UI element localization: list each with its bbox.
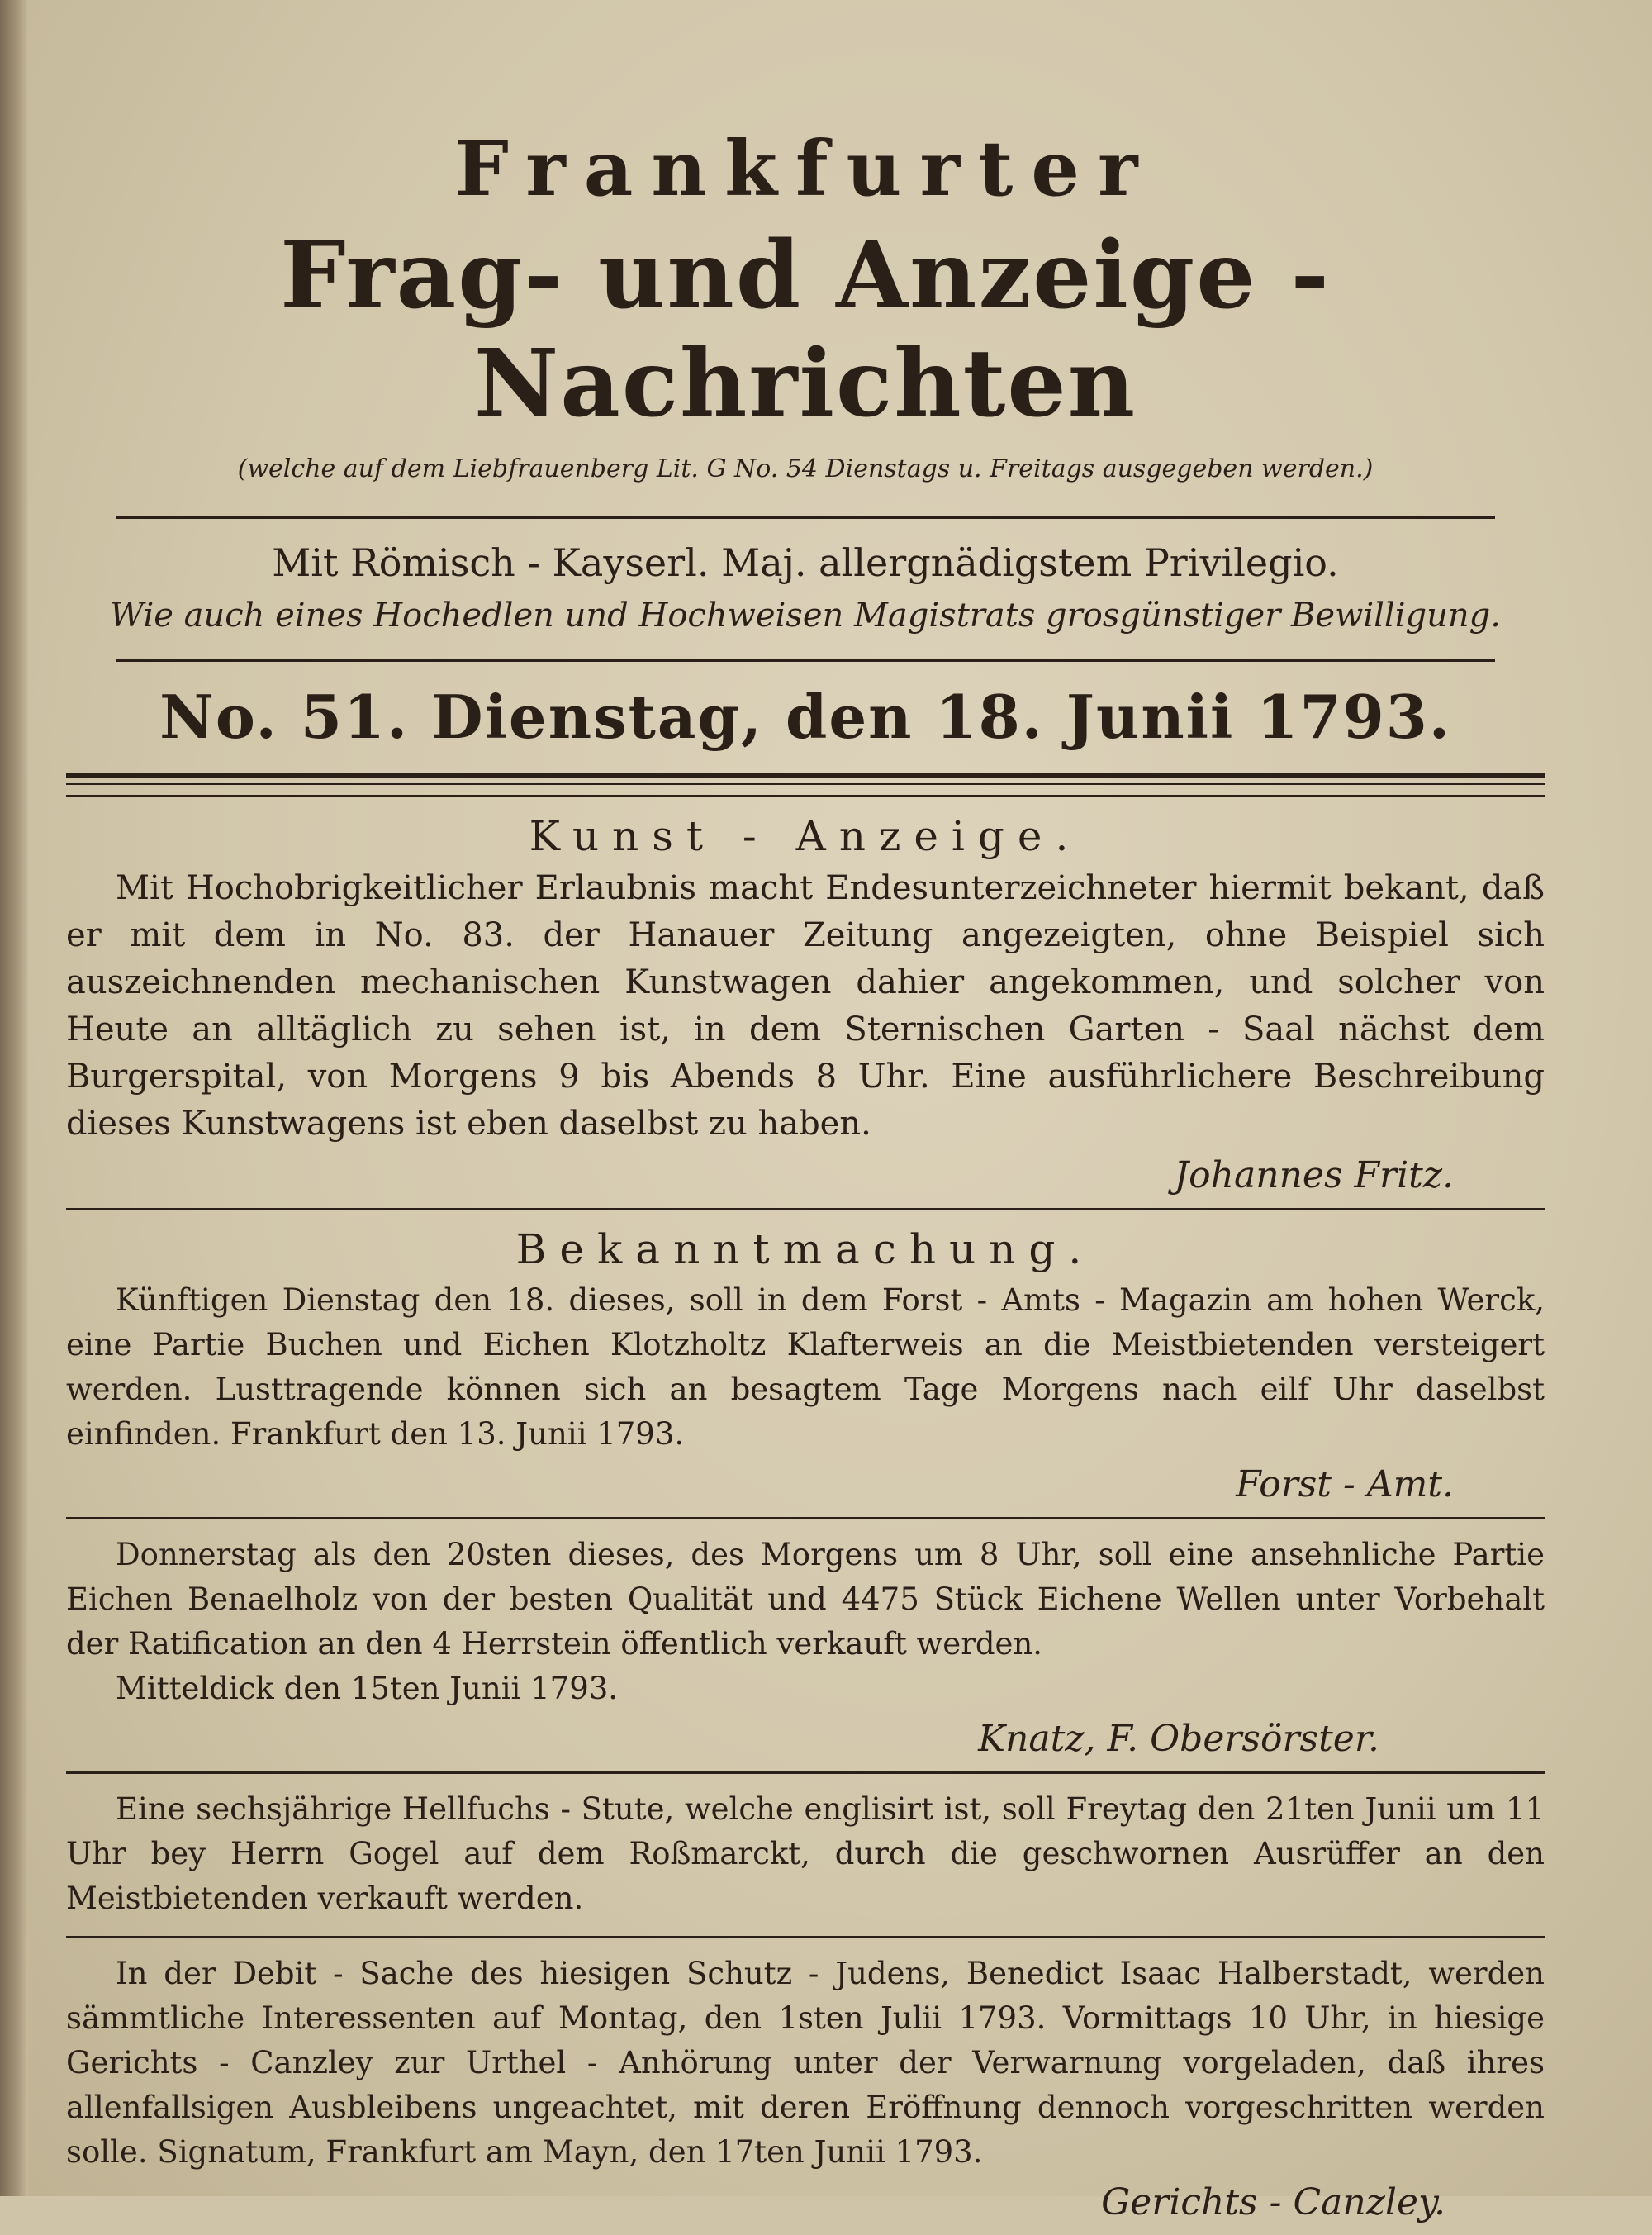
announcement-signature: Gerichts - Canzley. — [1101, 2181, 1446, 2223]
divider — [116, 659, 1495, 662]
divider — [116, 516, 1495, 519]
announcement-body: Donnerstag als den 20sten dieses, des Morgens um 8 Uhr, soll eine ansehnliche Partie Eichen Benaelholz von der besten Qualität und 4475 Stück Eichene Wellen unter Vorbehalt der Ratification an den 4 Herrstein öffentlich verkauft werden. — [66, 1537, 1545, 1662]
divider — [66, 1208, 1545, 1210]
announcement-body: Künftigen Dienstag den 18. dieses, soll in dem Forst - Amts - Magazin am hohen Werck, eine Partie Buchen und Eichen Klotzholtz Klafterweis an die Meistbietenden versteigert werden. Lusttragende können sich an besagtem Tage Morgens nach eilf Uhr daselbst einfinden. Frankfurt den 13. Junii 1793. — [66, 1282, 1545, 1452]
announcement-signature: Johannes Fritz. — [1174, 1154, 1454, 1196]
issue-line: No. 51. Dienstag, den 18. Junii 1793. — [159, 682, 1451, 752]
announcement — [66, 1787, 1545, 1921]
announcement-date: Mitteldick den 15ten Junii 1793. — [116, 1671, 619, 1706]
announcement — [66, 1952, 1545, 2223]
masthead-top-line: Frankfurter — [454, 124, 1156, 213]
announcement-body: In der Debit - Sache des hiesigen Schutz - Judens, Benedict Isaac Halberstadt, werden sämmtliche Interessenten auf Montag, den 1sten Julii 1793. Vormittags 10 Uhr, in hiesige Gerichts - Canzley zur Urthel - Anhörung unter der Verwarnung vorgeladen, daß ihres allenfallsigen Ausbleibens ungeachtet, mit deren Eröffnung dennoch vorgeschritten werden solle. Signatum, Frankfurt am Mayn, den 17ten Junii 1793. — [66, 1956, 1545, 2170]
masthead — [66, 124, 1545, 483]
divider — [66, 795, 1545, 797]
announcement-title: Kunst - Anzeige. — [529, 812, 1082, 860]
privilege-line: Mit Römisch - Kayserl. Maj. allergnädigstem Privilegio. — [272, 540, 1339, 585]
announcement-signature: Forst - Amt. — [1236, 1463, 1454, 1505]
permission-line: Wie auch eines Hochedlen und Hochweisen Magistrats grosgünstiger Bewilligung. — [110, 597, 1501, 635]
announcement-body: Mit Hochobrigkeitlicher Erlaubnis macht Endesunterzeichneter hiermit bekant, daß er mit dem in No. 83. der Hanauer Zeitung angezeigten, ohne Beispiel sich auszeichnenden mechanischen Kunstwagen dahier angekommen, und solcher von Heute an alltäglich zu sehen ist, in dem Sternischen Garten - Saal nächst dem Burgerspital, von Morgens 9 bis Abends 8 Uhr. Eine ausführlichere Beschreibung dieses Kunstwagens ist eben daselbst zu haben. — [66, 869, 1545, 1143]
announcement-title: Bekanntmachung. — [515, 1225, 1095, 1273]
divider — [66, 1517, 1545, 1519]
announcement — [66, 812, 1545, 1196]
announcement — [66, 1225, 1545, 1505]
announcement-signature: Knatz, F. Obersörster. — [978, 1718, 1379, 1760]
divider-double — [66, 773, 1545, 785]
page-spine-shadow — [0, 0, 28, 2196]
page-content — [66, 124, 1545, 2235]
announcement-body: Eine sechsjährige Hellfuchs - Stute, welche englisirt ist, soll Freytag den 21ten Junii um 11 Uhr bey Herrn Gogel auf dem Roßmarckt, durch die geschwornen Ausrüffer an den Meistbietenden verkauft werden. — [66, 1791, 1545, 1916]
divider — [66, 1936, 1545, 1938]
divider — [66, 1771, 1545, 1774]
masthead-subtitle: (welche auf dem Liebfrauenberg Lit. G No. 54 Dienstags u. Freitags ausgegeben werden.) — [237, 454, 1374, 483]
announcement — [66, 1533, 1545, 1760]
masthead-title: Frag- und Anzeige - Nachrichten — [280, 221, 1331, 438]
